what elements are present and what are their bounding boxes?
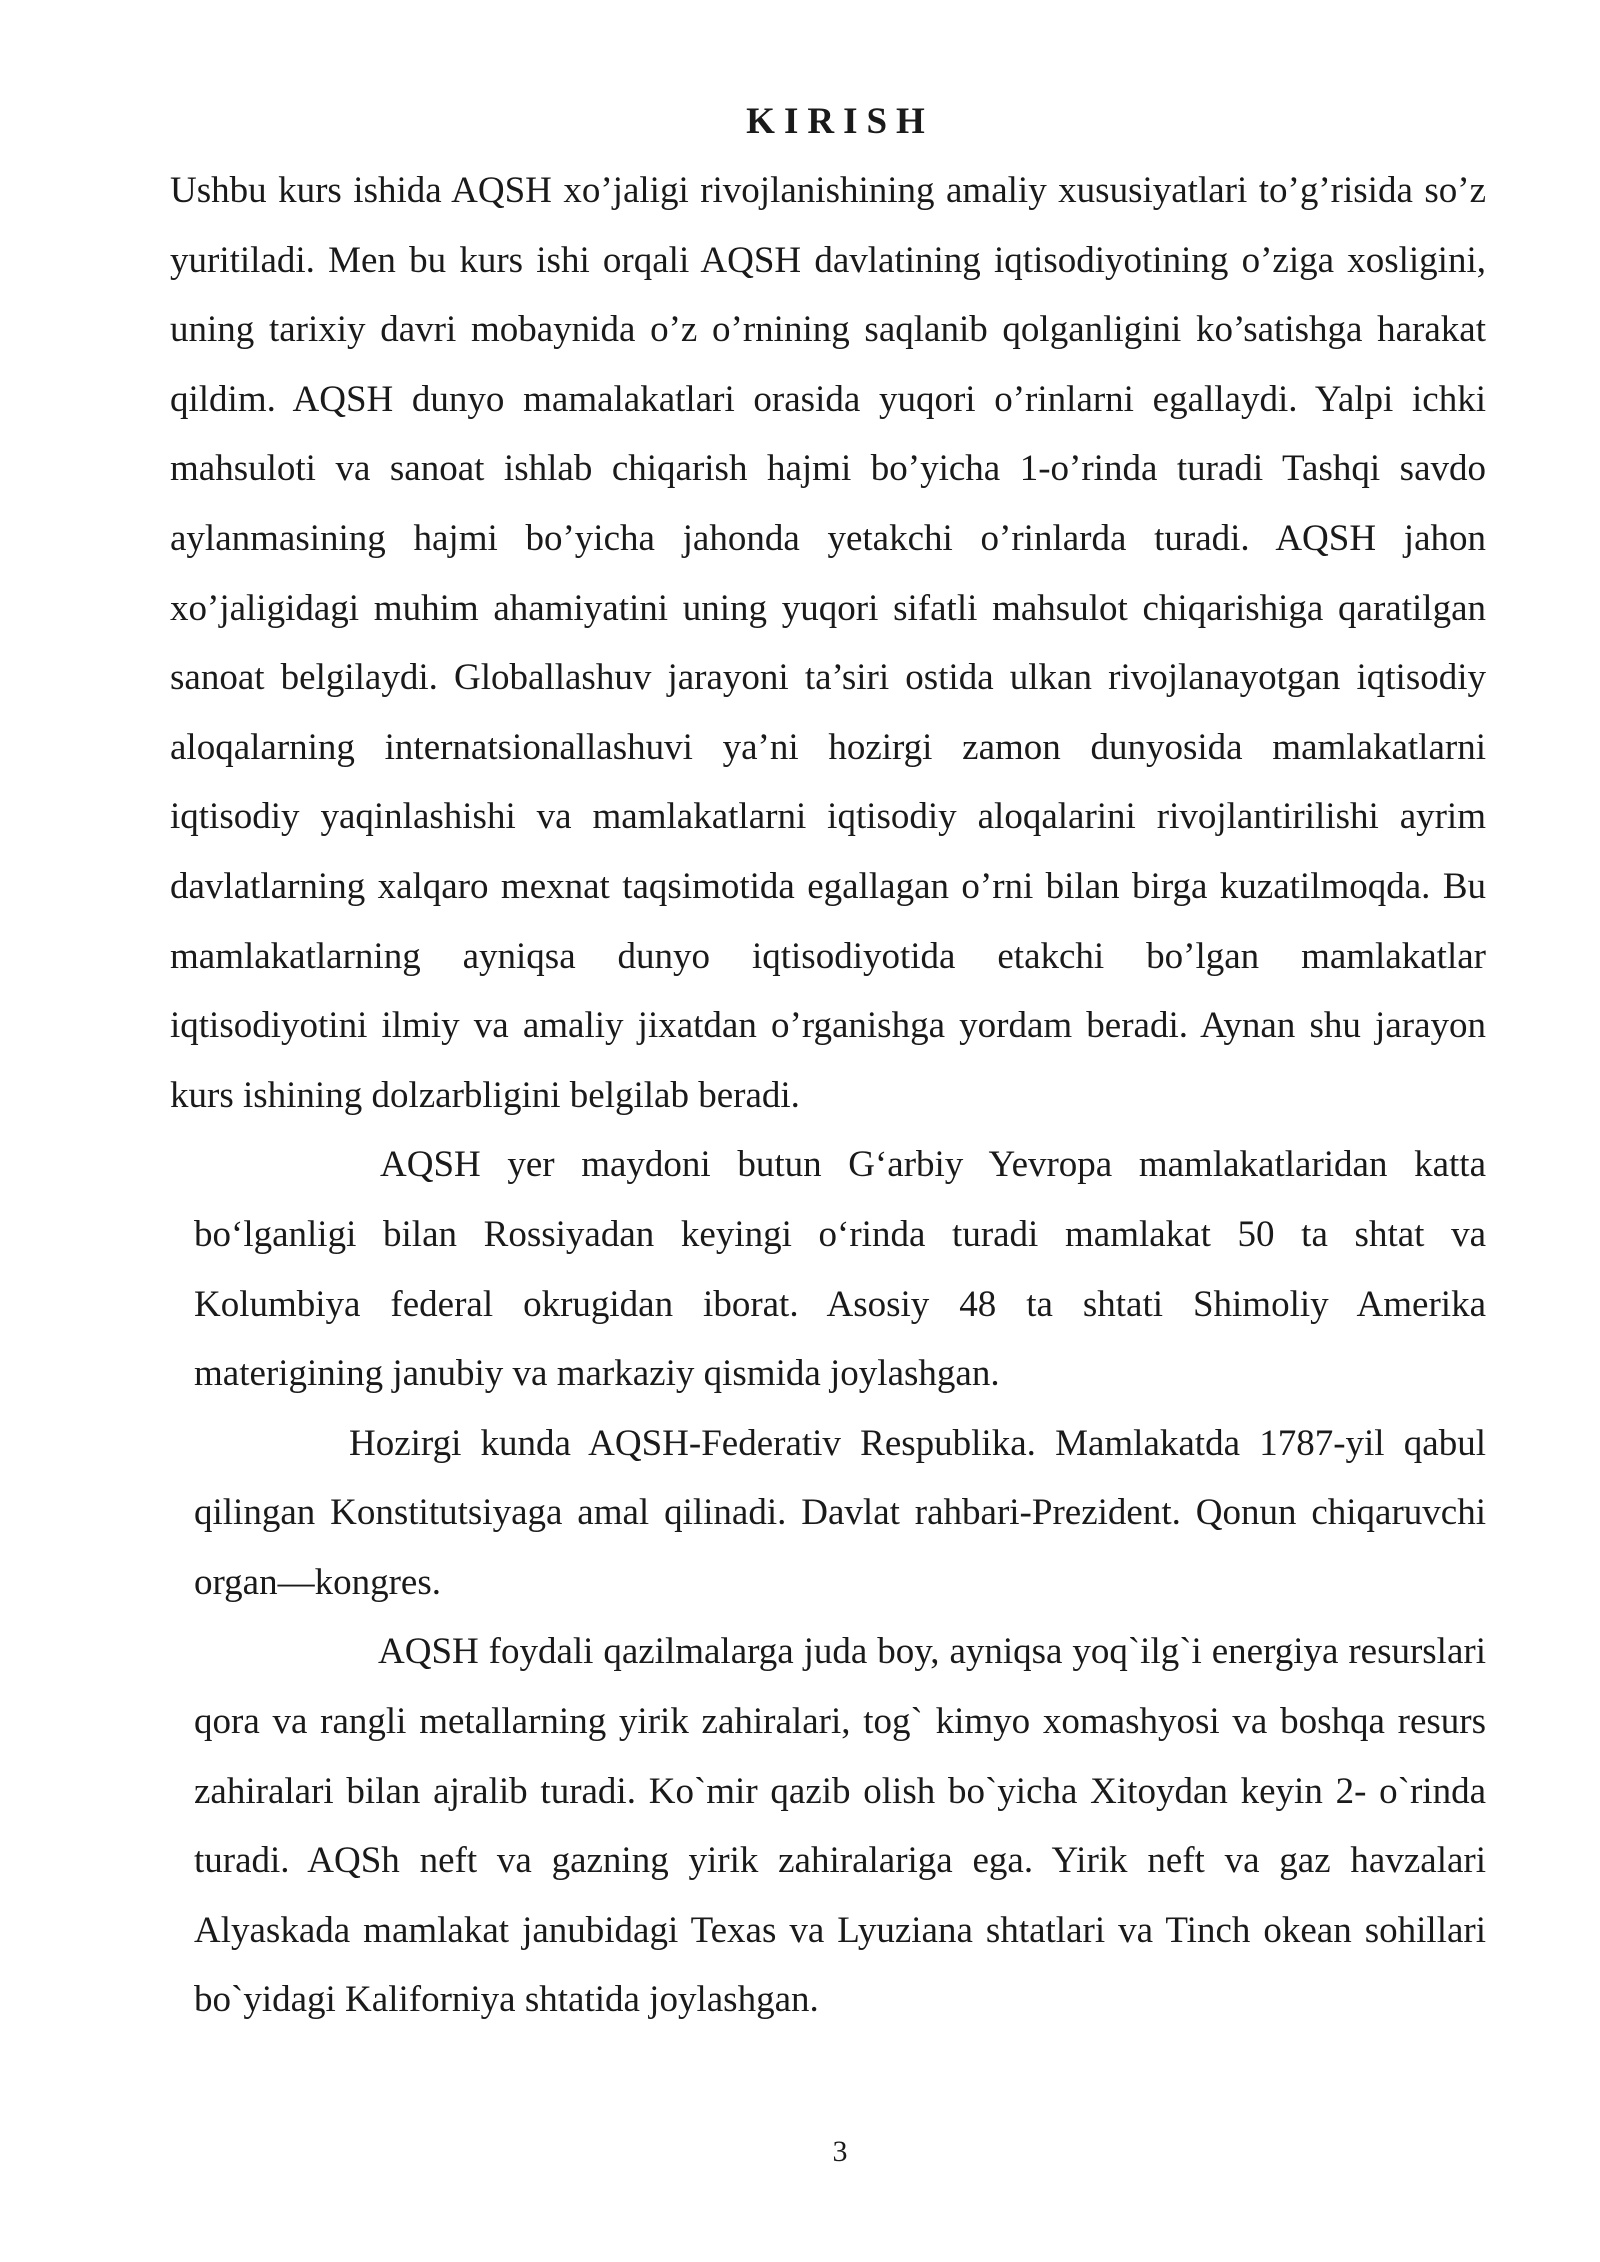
- paragraph-introduction: Ushbu kurs ishida AQSH xo’jaligi rivojlanishining amaliy xususiyatlari to’g’risida so’z yuritiladi. Men bu kurs ishi orqali AQSH davlatining iqtisodiyotining o’ziga xosligini, uning tarixiy davri mobaynida o’z o’rnining saqlanib qolganligini ko’satishga harakat qildim. AQSH dunyo mamalakatlari orasida yuqori o’rinlarni egallaydi. Yalpi ichki mahsuloti va sanoat ishlab chiqarish hajmi bo’yicha 1-o’rinda turadi Tashqi savdo aylanmasining hajmi bo’yicha jahonda yetakchi o’rinlarda turadi. AQSH jahon xo’jaligidagi muhim ahamiyatini uning yuqori sifatli mahsulot chiqarishiga qaratilgan sanoat belgilaydi. Globallashuv jarayoni ta’siri ostida ulkan rivojlanayotgan iqtisodiy aloqalarning internatsionallashuvi ya’ni hozirgi zamon dunyosida mamlakatlarni iqtisodiy yaqinlashishi va mamlakatlarni iqtisodiy aloqalarini rivojlantirilishi ayrim davlatlarning xalqaro mexnat taqsimotida egallagan o’rni bilan birga kuzatilmoqda. Bu mamlakatlarning ayniqsa dunyo iqtisodiyotida etakchi bo’lgan mamlakatlar iqtisodiyotini ilmiy va amaliy jixatdan o’rganishga yordam beradi. Aynan shu jarayon kurs ishining dolzarbligini belgilab beradi.: [170, 170, 1486, 1116]
- page-number: 3: [832, 2135, 848, 2168]
- body-text: [170, 156, 1486, 2035]
- paragraph-resources: AQSH foydali qazilmalarga juda boy, ayniqsa yoq`ilg`i energiya resurslari qora va rangli metallarning yirik zahiralari, tog` kimyo xomashyosi va boshqa resurs zahiralari bilan ajralib turadi. Ko`mir qazib olish bo`yicha Xitoydan keyin 2- o`rinda turadi. AQSh neft va gazning yirik zahiralariga ega. Yirik neft va gaz havzalari Alyaskada mamlakat janubidagi Texas va Lyuziana shtatlari va Tinch okean sohillari bo`yidagi Kaliforniya shtatida joylashgan.: [194, 1631, 1486, 2021]
- page-title: KIRISH: [746, 101, 934, 142]
- paragraph-government: Hozirgi kunda AQSH-Federativ Respublika. Mamlakatda 1787-yil qabul qilingan Konstitutsiyaga amal qilinadi. Davlat rahbari-Prezident. Qonun chiqaruvchi organ—kongres.: [194, 1422, 1486, 1603]
- paragraph-territory: AQSH yer maydoni butun G‘arbiy Yevropa mamlakatlaridan katta bo‘lganligi bilan Rossiyadan keyingi o‘rinda turadi mamlakat 50 ta shtat va Kolumbiya federal okrugidan iborat. Asosiy 48 ta shtati Shimoliy Amerika materigining janubiy va markaziy qismida joylashgan.: [194, 1144, 1486, 1395]
